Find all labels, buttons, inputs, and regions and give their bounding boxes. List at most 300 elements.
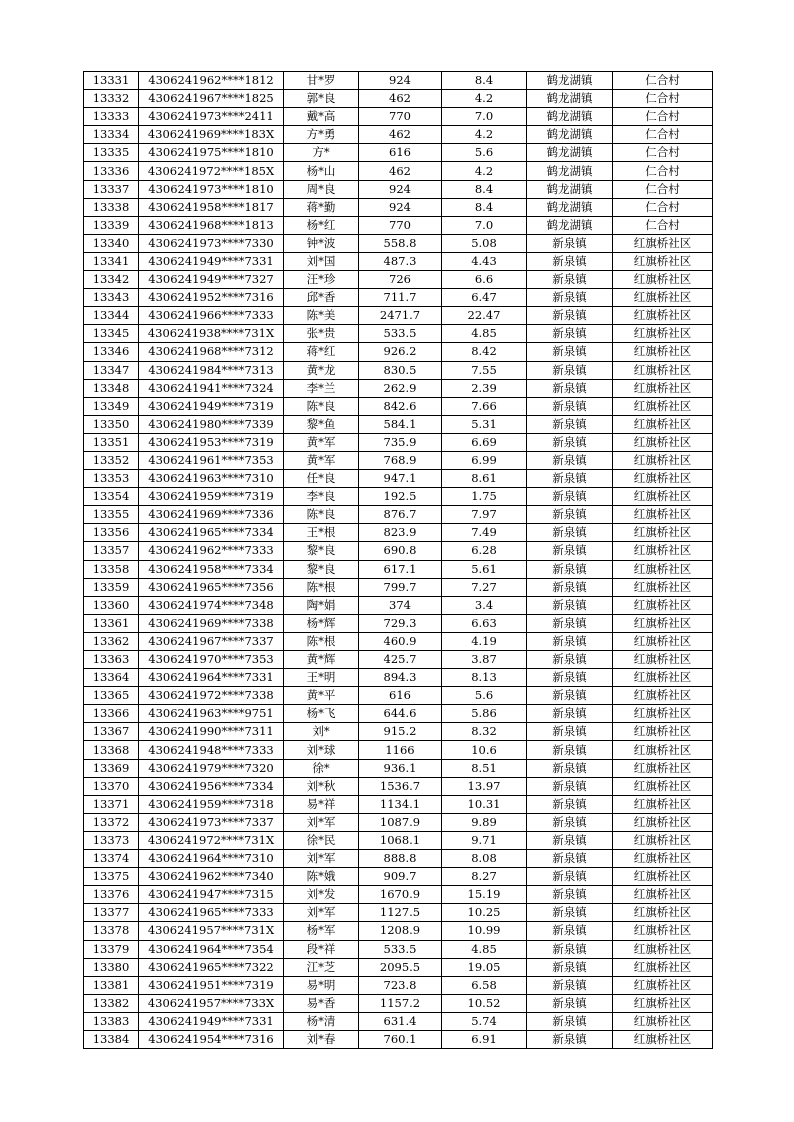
serial-cell: 13366 <box>84 705 139 723</box>
table-row <box>84 488 713 506</box>
village-cell: 红旗桥社区 <box>613 886 713 904</box>
amount-cell: 735.9 <box>359 433 442 451</box>
amount-cell: 924 <box>359 180 442 198</box>
amount-cell: 723.8 <box>359 976 442 994</box>
quantity-cell: 5.74 <box>442 1012 527 1030</box>
id-number-cell: 4306241949****7331 <box>139 1012 284 1030</box>
village-cell: 红旗桥社区 <box>613 940 713 958</box>
serial-cell: 13363 <box>84 651 139 669</box>
town-cell: 新泉镇 <box>527 488 613 506</box>
serial-cell: 13341 <box>84 252 139 270</box>
quantity-cell: 8.32 <box>442 723 527 741</box>
serial-cell: 13335 <box>84 144 139 162</box>
town-cell: 新泉镇 <box>527 578 613 596</box>
table-row <box>84 922 713 940</box>
table-row <box>84 379 713 397</box>
quantity-cell: 6.69 <box>442 433 527 451</box>
quantity-cell: 8.4 <box>442 180 527 198</box>
serial-cell: 13370 <box>84 777 139 795</box>
serial-cell: 13340 <box>84 234 139 252</box>
serial-cell: 13333 <box>84 108 139 126</box>
serial-cell: 13377 <box>84 904 139 922</box>
amount-cell: 770 <box>359 216 442 234</box>
name-cell: 张*贵 <box>284 325 359 343</box>
data-table <box>83 71 713 1049</box>
name-cell: 戴*高 <box>284 108 359 126</box>
amount-cell: 1157.2 <box>359 994 442 1012</box>
village-cell: 红旗桥社区 <box>613 651 713 669</box>
serial-cell: 13348 <box>84 379 139 397</box>
town-cell: 新泉镇 <box>527 922 613 940</box>
id-number-cell: 4306241990****7311 <box>139 723 284 741</box>
village-cell: 红旗桥社区 <box>613 234 713 252</box>
id-number-cell: 4306241969****183X <box>139 126 284 144</box>
name-cell: 甘*罗 <box>284 72 359 90</box>
quantity-cell: 10.31 <box>442 795 527 813</box>
amount-cell: 617.1 <box>359 560 442 578</box>
village-cell: 红旗桥社区 <box>613 325 713 343</box>
amount-cell: 1208.9 <box>359 922 442 940</box>
town-cell: 新泉镇 <box>527 976 613 994</box>
quantity-cell: 7.27 <box>442 578 527 596</box>
amount-cell: 616 <box>359 687 442 705</box>
table-row <box>84 831 713 849</box>
quantity-cell: 13.97 <box>442 777 527 795</box>
id-number-cell: 4306241947****7315 <box>139 886 284 904</box>
quantity-cell: 7.49 <box>442 524 527 542</box>
quantity-cell: 22.47 <box>442 307 527 325</box>
table-row <box>84 289 713 307</box>
id-number-cell: 4306241965****7334 <box>139 524 284 542</box>
table-row <box>84 72 713 90</box>
name-cell: 黄*军 <box>284 433 359 451</box>
serial-cell: 13352 <box>84 451 139 469</box>
village-cell: 红旗桥社区 <box>613 506 713 524</box>
name-cell: 杨*红 <box>284 216 359 234</box>
serial-cell: 13359 <box>84 578 139 596</box>
name-cell: 陈*根 <box>284 578 359 596</box>
town-cell: 新泉镇 <box>527 560 613 578</box>
id-number-cell: 4306241949****7327 <box>139 271 284 289</box>
town-cell: 新泉镇 <box>527 632 613 650</box>
name-cell: 钟*波 <box>284 234 359 252</box>
name-cell: 方*勇 <box>284 126 359 144</box>
amount-cell: 616 <box>359 144 442 162</box>
quantity-cell: 9.89 <box>442 813 527 831</box>
table-row <box>84 470 713 488</box>
id-number-cell: 4306241957****731X <box>139 922 284 940</box>
amount-cell: 770 <box>359 108 442 126</box>
amount-cell: 888.8 <box>359 850 442 868</box>
name-cell: 汪*珍 <box>284 271 359 289</box>
town-cell: 新泉镇 <box>527 614 613 632</box>
quantity-cell: 4.2 <box>442 126 527 144</box>
village-cell: 红旗桥社区 <box>613 795 713 813</box>
quantity-cell: 5.31 <box>442 415 527 433</box>
town-cell: 新泉镇 <box>527 904 613 922</box>
amount-cell: 894.3 <box>359 669 442 687</box>
amount-cell: 2471.7 <box>359 307 442 325</box>
quantity-cell: 10.52 <box>442 994 527 1012</box>
id-number-cell: 4306241949****7319 <box>139 397 284 415</box>
town-cell: 新泉镇 <box>527 415 613 433</box>
id-number-cell: 4306241965****7333 <box>139 904 284 922</box>
village-cell: 仁合村 <box>613 162 713 180</box>
id-number-cell: 4306241979****7320 <box>139 759 284 777</box>
amount-cell: 947.1 <box>359 470 442 488</box>
quantity-cell: 8.61 <box>442 470 527 488</box>
table-row <box>84 596 713 614</box>
id-number-cell: 4306241964****7310 <box>139 850 284 868</box>
serial-cell: 13383 <box>84 1012 139 1030</box>
village-cell: 红旗桥社区 <box>613 524 713 542</box>
table-row <box>84 994 713 1012</box>
id-number-cell: 4306241970****7353 <box>139 651 284 669</box>
town-cell: 鹤龙湖镇 <box>527 72 613 90</box>
serial-cell: 13343 <box>84 289 139 307</box>
name-cell: 徐* <box>284 759 359 777</box>
id-number-cell: 4306241969****7338 <box>139 614 284 632</box>
town-cell: 新泉镇 <box>527 687 613 705</box>
serial-cell: 13355 <box>84 506 139 524</box>
quantity-cell: 8.08 <box>442 850 527 868</box>
id-number-cell: 4306241938****731X <box>139 325 284 343</box>
serial-cell: 13376 <box>84 886 139 904</box>
serial-cell: 13331 <box>84 72 139 90</box>
table-row <box>84 958 713 976</box>
amount-cell: 830.5 <box>359 361 442 379</box>
serial-cell: 13349 <box>84 397 139 415</box>
id-number-cell: 4306241965****7356 <box>139 578 284 596</box>
id-number-cell: 4306241962****7340 <box>139 868 284 886</box>
quantity-cell: 4.43 <box>442 252 527 270</box>
table-row <box>84 216 713 234</box>
amount-cell: 799.7 <box>359 578 442 596</box>
village-cell: 仁合村 <box>613 90 713 108</box>
serial-cell: 13364 <box>84 669 139 687</box>
table-row <box>84 361 713 379</box>
amount-cell: 711.7 <box>359 289 442 307</box>
town-cell: 新泉镇 <box>527 470 613 488</box>
table-row <box>84 252 713 270</box>
village-cell: 红旗桥社区 <box>613 994 713 1012</box>
quantity-cell: 10.25 <box>442 904 527 922</box>
id-number-cell: 4306241958****1817 <box>139 198 284 216</box>
quantity-cell: 6.63 <box>442 614 527 632</box>
amount-cell: 487.3 <box>359 252 442 270</box>
serial-cell: 13336 <box>84 162 139 180</box>
name-cell: 任*良 <box>284 470 359 488</box>
quantity-cell: 5.86 <box>442 705 527 723</box>
quantity-cell: 4.85 <box>442 325 527 343</box>
table-row <box>84 126 713 144</box>
quantity-cell: 3.4 <box>442 596 527 614</box>
quantity-cell: 10.99 <box>442 922 527 940</box>
id-number-cell: 4306241963****9751 <box>139 705 284 723</box>
serial-cell: 13338 <box>84 198 139 216</box>
town-cell: 新泉镇 <box>527 542 613 560</box>
serial-cell: 13384 <box>84 1030 139 1048</box>
town-cell: 新泉镇 <box>527 252 613 270</box>
town-cell: 鹤龙湖镇 <box>527 198 613 216</box>
town-cell: 鹤龙湖镇 <box>527 144 613 162</box>
amount-cell: 1670.9 <box>359 886 442 904</box>
amount-cell: 558.8 <box>359 234 442 252</box>
amount-cell: 1068.1 <box>359 831 442 849</box>
table-row <box>84 542 713 560</box>
serial-cell: 13342 <box>84 271 139 289</box>
village-cell: 红旗桥社区 <box>613 542 713 560</box>
name-cell: 方* <box>284 144 359 162</box>
town-cell: 新泉镇 <box>527 994 613 1012</box>
quantity-cell: 2.39 <box>442 379 527 397</box>
town-cell: 新泉镇 <box>527 777 613 795</box>
name-cell: 刘*发 <box>284 886 359 904</box>
quantity-cell: 6.6 <box>442 271 527 289</box>
table-row <box>84 524 713 542</box>
table-row <box>84 868 713 886</box>
table-row <box>84 651 713 669</box>
town-cell: 新泉镇 <box>527 723 613 741</box>
id-number-cell: 4306241980****7339 <box>139 415 284 433</box>
village-cell: 仁合村 <box>613 180 713 198</box>
name-cell: 杨*清 <box>284 1012 359 1030</box>
town-cell: 新泉镇 <box>527 343 613 361</box>
name-cell: 黄*军 <box>284 451 359 469</box>
name-cell: 刘*军 <box>284 904 359 922</box>
amount-cell: 926.2 <box>359 343 442 361</box>
name-cell: 杨*军 <box>284 922 359 940</box>
serial-cell: 13332 <box>84 90 139 108</box>
id-number-cell: 4306241958****7334 <box>139 560 284 578</box>
id-number-cell: 4306241959****7319 <box>139 488 284 506</box>
quantity-cell: 9.71 <box>442 831 527 849</box>
table-row <box>84 976 713 994</box>
serial-cell: 13347 <box>84 361 139 379</box>
village-cell: 红旗桥社区 <box>613 397 713 415</box>
table-row <box>84 234 713 252</box>
serial-cell: 13361 <box>84 614 139 632</box>
village-cell: 红旗桥社区 <box>613 578 713 596</box>
quantity-cell: 8.4 <box>442 72 527 90</box>
quantity-cell: 8.42 <box>442 343 527 361</box>
town-cell: 新泉镇 <box>527 271 613 289</box>
town-cell: 新泉镇 <box>527 289 613 307</box>
quantity-cell: 5.08 <box>442 234 527 252</box>
table-row <box>84 578 713 596</box>
name-cell: 黄*龙 <box>284 361 359 379</box>
table-row <box>84 162 713 180</box>
table-row <box>84 144 713 162</box>
quantity-cell: 3.87 <box>442 651 527 669</box>
town-cell: 新泉镇 <box>527 669 613 687</box>
quantity-cell: 4.2 <box>442 162 527 180</box>
id-number-cell: 4306241973****7330 <box>139 234 284 252</box>
town-cell: 新泉镇 <box>527 958 613 976</box>
serial-cell: 13334 <box>84 126 139 144</box>
table-row <box>84 759 713 777</box>
serial-cell: 13354 <box>84 488 139 506</box>
serial-cell: 13344 <box>84 307 139 325</box>
amount-cell: 823.9 <box>359 524 442 542</box>
quantity-cell: 15.19 <box>442 886 527 904</box>
name-cell: 陈*良 <box>284 397 359 415</box>
town-cell: 鹤龙湖镇 <box>527 216 613 234</box>
village-cell: 红旗桥社区 <box>613 596 713 614</box>
amount-cell: 690.8 <box>359 542 442 560</box>
town-cell: 新泉镇 <box>527 813 613 831</box>
village-cell: 红旗桥社区 <box>613 777 713 795</box>
serial-cell: 13346 <box>84 343 139 361</box>
name-cell: 蒋*勤 <box>284 198 359 216</box>
quantity-cell: 5.61 <box>442 560 527 578</box>
village-cell: 红旗桥社区 <box>613 868 713 886</box>
id-number-cell: 4306241951****7319 <box>139 976 284 994</box>
table-body <box>84 72 713 1049</box>
town-cell: 鹤龙湖镇 <box>527 108 613 126</box>
town-cell: 新泉镇 <box>527 379 613 397</box>
id-number-cell: 4306241965****7322 <box>139 958 284 976</box>
serial-cell: 13378 <box>84 922 139 940</box>
table-row <box>84 669 713 687</box>
village-cell: 红旗桥社区 <box>613 343 713 361</box>
name-cell: 徐*民 <box>284 831 359 849</box>
town-cell: 新泉镇 <box>527 940 613 958</box>
amount-cell: 533.5 <box>359 940 442 958</box>
table-row <box>84 108 713 126</box>
table-row <box>84 433 713 451</box>
town-cell: 新泉镇 <box>527 433 613 451</box>
serial-cell: 13339 <box>84 216 139 234</box>
town-cell: 新泉镇 <box>527 524 613 542</box>
quantity-cell: 7.0 <box>442 216 527 234</box>
name-cell: 郭*良 <box>284 90 359 108</box>
name-cell: 刘*球 <box>284 741 359 759</box>
quantity-cell: 7.55 <box>442 361 527 379</box>
village-cell: 红旗桥社区 <box>613 415 713 433</box>
quantity-cell: 19.05 <box>442 958 527 976</box>
village-cell: 红旗桥社区 <box>613 361 713 379</box>
name-cell: 江*芝 <box>284 958 359 976</box>
town-cell: 新泉镇 <box>527 1012 613 1030</box>
id-number-cell: 4306241957****733X <box>139 994 284 1012</box>
id-number-cell: 4306241954****7316 <box>139 1030 284 1048</box>
table-row <box>84 343 713 361</box>
village-cell: 红旗桥社区 <box>613 470 713 488</box>
name-cell: 杨*辉 <box>284 614 359 632</box>
village-cell: 红旗桥社区 <box>613 958 713 976</box>
village-cell: 红旗桥社区 <box>613 850 713 868</box>
name-cell: 刘*国 <box>284 252 359 270</box>
serial-cell: 13367 <box>84 723 139 741</box>
table-row <box>84 614 713 632</box>
quantity-cell: 6.47 <box>442 289 527 307</box>
quantity-cell: 7.97 <box>442 506 527 524</box>
table-row <box>84 904 713 922</box>
name-cell: 黄*辉 <box>284 651 359 669</box>
amount-cell: 631.4 <box>359 1012 442 1030</box>
village-cell: 红旗桥社区 <box>613 1012 713 1030</box>
quantity-cell: 5.6 <box>442 687 527 705</box>
village-cell: 红旗桥社区 <box>613 687 713 705</box>
serial-cell: 13374 <box>84 850 139 868</box>
id-number-cell: 4306241941****7324 <box>139 379 284 397</box>
name-cell: 易*祥 <box>284 795 359 813</box>
amount-cell: 533.5 <box>359 325 442 343</box>
quantity-cell: 10.6 <box>442 741 527 759</box>
name-cell: 王*根 <box>284 524 359 542</box>
serial-cell: 13368 <box>84 741 139 759</box>
id-number-cell: 4306241953****7319 <box>139 433 284 451</box>
town-cell: 新泉镇 <box>527 596 613 614</box>
village-cell: 红旗桥社区 <box>613 831 713 849</box>
name-cell: 陈*根 <box>284 632 359 650</box>
quantity-cell: 7.66 <box>442 397 527 415</box>
village-cell: 红旗桥社区 <box>613 723 713 741</box>
name-cell: 周*良 <box>284 180 359 198</box>
id-number-cell: 4306241972****185X <box>139 162 284 180</box>
id-number-cell: 4306241964****7354 <box>139 940 284 958</box>
village-cell: 红旗桥社区 <box>613 669 713 687</box>
quantity-cell: 5.6 <box>442 144 527 162</box>
name-cell: 刘*秋 <box>284 777 359 795</box>
serial-cell: 13356 <box>84 524 139 542</box>
serial-cell: 13337 <box>84 180 139 198</box>
village-cell: 红旗桥社区 <box>613 813 713 831</box>
table-row <box>84 397 713 415</box>
table-row <box>84 632 713 650</box>
table-row <box>84 271 713 289</box>
table-row <box>84 940 713 958</box>
village-cell: 红旗桥社区 <box>613 451 713 469</box>
village-cell: 仁合村 <box>613 198 713 216</box>
town-cell: 新泉镇 <box>527 850 613 868</box>
table-row <box>84 506 713 524</box>
table-row <box>84 1030 713 1048</box>
serial-cell: 13380 <box>84 958 139 976</box>
name-cell: 李*良 <box>284 488 359 506</box>
town-cell: 新泉镇 <box>527 868 613 886</box>
id-number-cell: 4306241973****1810 <box>139 180 284 198</box>
town-cell: 新泉镇 <box>527 759 613 777</box>
amount-cell: 462 <box>359 126 442 144</box>
id-number-cell: 4306241964****7331 <box>139 669 284 687</box>
amount-cell: 1087.9 <box>359 813 442 831</box>
serial-cell: 13369 <box>84 759 139 777</box>
id-number-cell: 4306241975****1810 <box>139 144 284 162</box>
amount-cell: 460.9 <box>359 632 442 650</box>
village-cell: 红旗桥社区 <box>613 976 713 994</box>
village-cell: 红旗桥社区 <box>613 560 713 578</box>
table-row <box>84 687 713 705</box>
serial-cell: 13375 <box>84 868 139 886</box>
table-row <box>84 325 713 343</box>
id-number-cell: 4306241966****7333 <box>139 307 284 325</box>
table-row <box>84 741 713 759</box>
village-cell: 仁合村 <box>613 108 713 126</box>
table-row <box>84 198 713 216</box>
quantity-cell: 6.58 <box>442 976 527 994</box>
name-cell: 陈*美 <box>284 307 359 325</box>
amount-cell: 1536.7 <box>359 777 442 795</box>
table-row <box>84 560 713 578</box>
id-number-cell: 4306241963****7310 <box>139 470 284 488</box>
table-row <box>84 180 713 198</box>
village-cell: 仁合村 <box>613 144 713 162</box>
table-row <box>84 723 713 741</box>
name-cell: 杨*山 <box>284 162 359 180</box>
quantity-cell: 4.85 <box>442 940 527 958</box>
